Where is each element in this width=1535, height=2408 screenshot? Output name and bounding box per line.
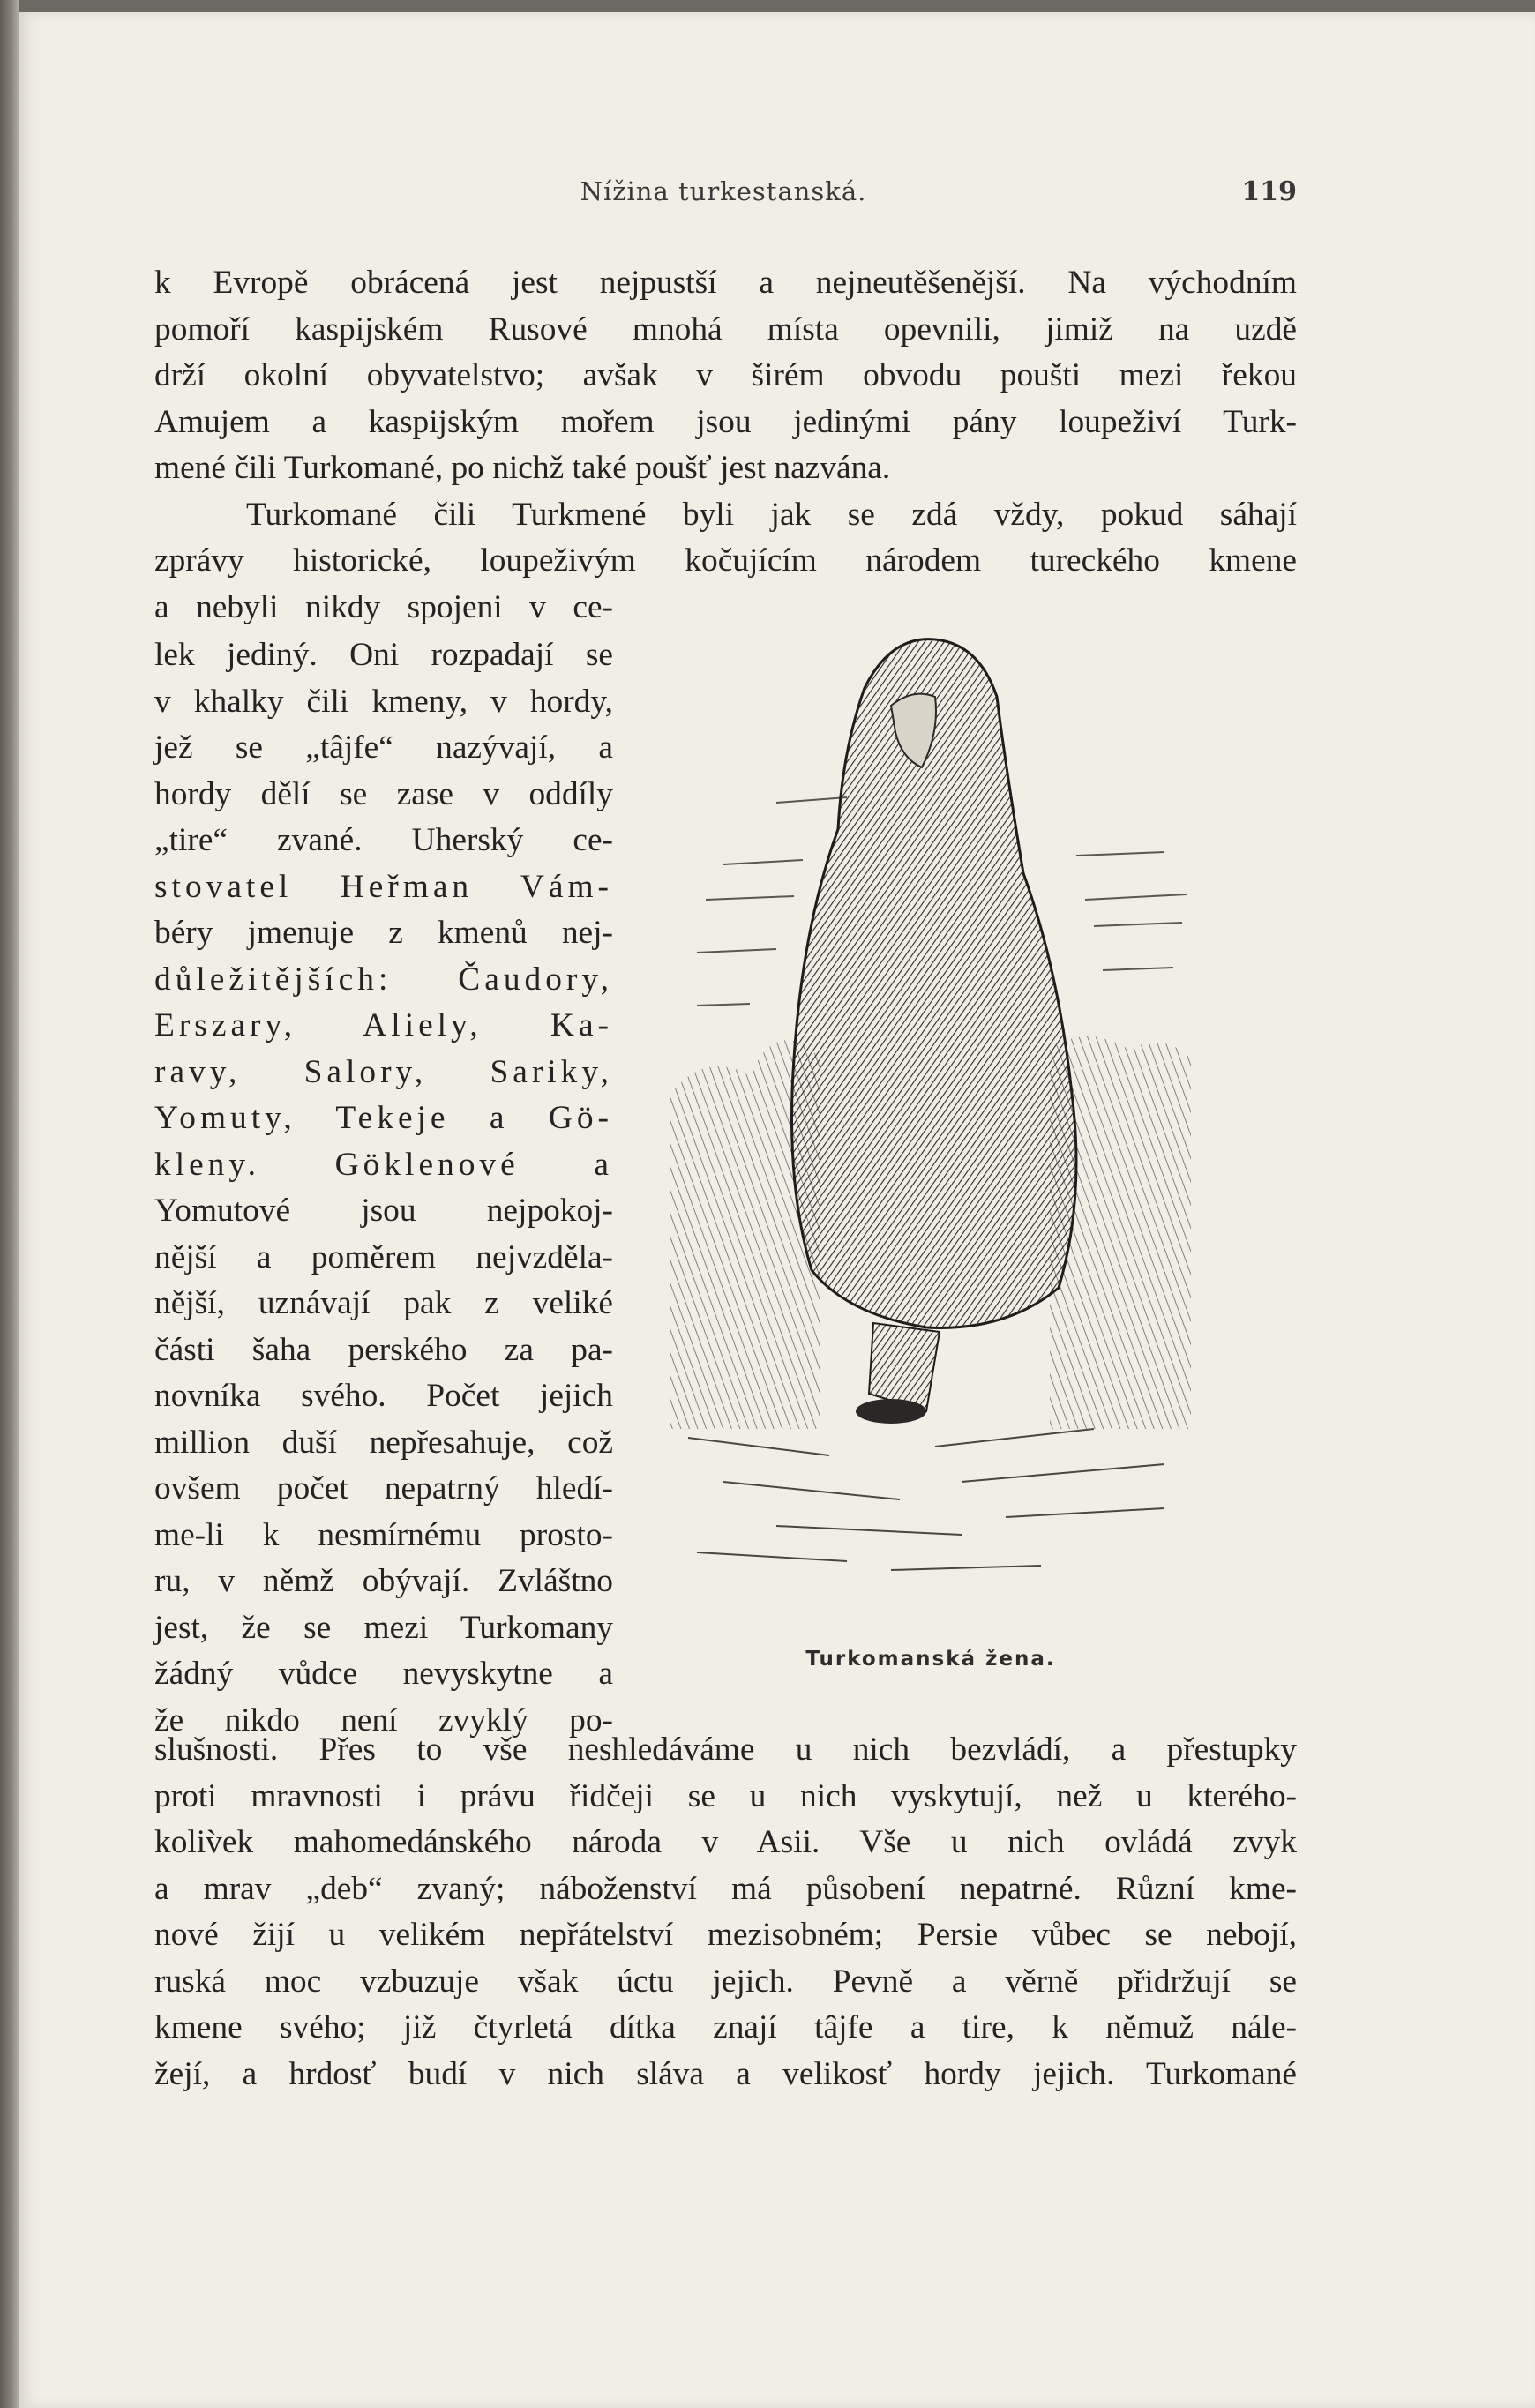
- text-line: nější a poměrem nejvzděla-: [154, 1238, 613, 1275]
- text-line: ru, v němž obývají. Zvláštno: [154, 1563, 613, 1599]
- text-line: pomoří kaspijském Rusové mnohá místa opevnili, jimiž na uzdě: [154, 310, 1297, 348]
- engraving-illustration: [670, 635, 1191, 1597]
- text-line: ovšem počet nepatrný hledí-: [154, 1470, 613, 1507]
- text-line: novníka svého. Počet jejich: [154, 1378, 613, 1414]
- page-number: 119: [1241, 176, 1297, 207]
- text-line: části šaha perského za pa-: [154, 1331, 613, 1368]
- paragraph-start-line: Turkomané čili Turkmené byli jak se zdá vždy, pokud sáhají: [246, 496, 1297, 533]
- text-block-narrow: [154, 632, 613, 1744]
- text-line: ruská moc vzbuzuje však úctu jejich. Pevně a věrně přidržují se: [154, 1963, 1297, 2000]
- engraving-turkoman-woman: [670, 635, 1191, 1597]
- text-line: zprávy historické, loupeživým kočujícím národem tureckého kmene: [154, 542, 1297, 579]
- text-line: důležitějších: Čaudory,: [154, 961, 613, 998]
- text-line: „tire“ zvané. Uherský ce-: [154, 822, 613, 858]
- text-line: stovatel Heřman Vám-: [154, 868, 613, 905]
- text-line: k Evropě obrácená jest nejpustší a nejneutěšenější. Na východním: [154, 265, 1297, 301]
- text-line: kleny. Göklenové a: [154, 1146, 613, 1183]
- text-line: hordy dělí se zase v oddíly: [154, 775, 613, 812]
- text-line: žádný vůdce nevyskytne a: [154, 1656, 613, 1692]
- page-top-edge: [0, 0, 1535, 12]
- text-line: mené čili Turkomané, po nichž také poušť jest nazvána.: [154, 450, 891, 486]
- text-line: me-li k nesmírnému prosto-: [154, 1516, 613, 1553]
- text-line: ravy, Salory, Sariky,: [154, 1053, 613, 1090]
- text-line: million duší nepřesahuje, což: [154, 1424, 613, 1461]
- book-gutter: [0, 0, 19, 2408]
- text-block-bottom: [154, 1727, 1297, 2098]
- text-block-top: [154, 260, 1297, 585]
- shoe: [856, 1399, 926, 1424]
- lower-garment: [869, 1323, 940, 1411]
- text-line: Yomuty, Tekeje a Gö-: [154, 1100, 613, 1136]
- running-header: [150, 176, 1297, 213]
- text-line: koliv̀ek mahomedánského národa v Asii. Vše u nich ovládá zvyk: [154, 1824, 1297, 1860]
- text-block-transition: [154, 585, 613, 632]
- text-line: nější, uznávají pak z veliké: [154, 1285, 613, 1321]
- text-line: Amujem a kaspijským mořem jsou jedinými pány loupeživí Turk-: [154, 403, 1297, 440]
- running-title: Nížina turkestanská.: [580, 176, 867, 206]
- text-line: kmene svého; již čtyrletá dítka znají tâjfe a tire, k němuž nále-: [154, 2009, 1297, 2045]
- text-line: v khalky čili kmeny, v hordy,: [154, 683, 613, 720]
- text-line: proti mravnosti i právu řidčeji se u nich vyskytují, než u kterého-: [154, 1777, 1297, 1814]
- cloak: [792, 639, 1077, 1328]
- text-line: jest, že se mezi Turkomany: [154, 1609, 613, 1646]
- text-line: žejí, a hrdosť budí v nich sláva a velikosť hordy jejich. Turkomané: [154, 2055, 1297, 2092]
- text-line: drží okolní obyvatelstvo; avšak v širém obvodu poušti mezi řekou: [154, 357, 1297, 393]
- text-line: a mrav „deb“ zvaný; náboženství má působení nepatrné. Různí kme-: [154, 1870, 1297, 1907]
- text-line: slušnosti. Přes to vše neshledáváme u nich bezvládí, a přestupky: [154, 1731, 1297, 1768]
- text-line: jež se „tâjfe“ nazývají, a: [154, 729, 613, 766]
- text-line: lek jediný. Oni rozpadají se: [154, 637, 613, 673]
- text-line: že nikdo není zvyklý po-: [154, 1701, 613, 1739]
- figure-caption: Turkomanská žena.: [805, 1648, 1056, 1671]
- text-line: nové žijí u velikém nepřátelství mezisobném; Persie vůbec se nebojí,: [154, 1917, 1297, 1953]
- text-line: Erszary, Aliely, Ka-: [154, 1007, 613, 1043]
- text-line: Yomutové jsou nejpokoj-: [154, 1193, 613, 1229]
- ground-strokes: [688, 1429, 1164, 1570]
- text-line: béry jmenuje z kmenů nej-: [154, 915, 613, 951]
- text-line: a nebyli nikdy spojeni v ce-: [154, 588, 613, 625]
